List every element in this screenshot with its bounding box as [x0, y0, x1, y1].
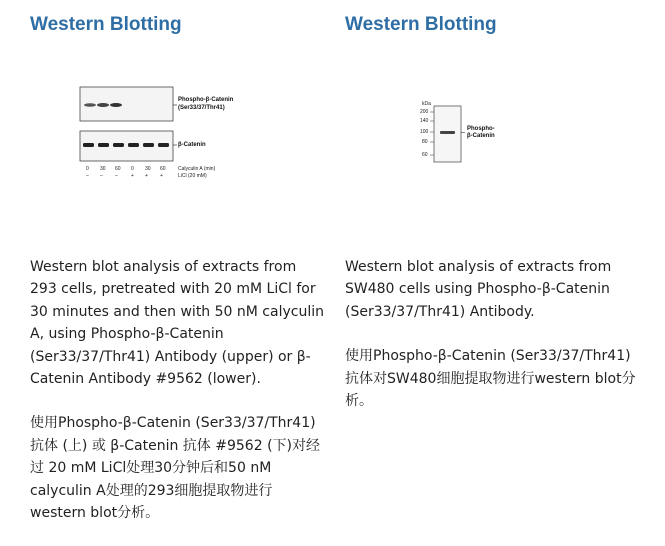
left-caption — [30, 256, 325, 546]
marker-label: 60 — [422, 152, 428, 158]
marker-label: 100 — [420, 129, 429, 135]
marker-label: 140 — [420, 118, 429, 124]
licl-value: – — [100, 173, 103, 179]
calyculin-value: 30 — [100, 166, 106, 172]
band-label-line1: Phospho- — [467, 126, 495, 132]
right-blot-graphic — [420, 100, 570, 168]
upper-blot-label-line2: (Ser33/37/Thr41) — [178, 105, 225, 111]
calyculin-value: 60 — [115, 166, 121, 172]
licl-value: + — [160, 173, 163, 179]
band-label-line2: β-Catenin — [467, 133, 495, 139]
lower-blot-label: β-Catenin — [178, 142, 206, 148]
calyculin-value: 30 — [145, 166, 151, 172]
licl-value: + — [131, 173, 134, 179]
licl-label: LiCl (20 mM) — [178, 173, 207, 179]
calyculin-value: 60 — [160, 166, 166, 172]
calyculin-label: Calyculin A (min) — [178, 166, 216, 172]
right-section-title: Western Blotting — [345, 14, 497, 35]
licl-value: – — [115, 173, 118, 179]
left-caption-chinese: 使用Phospho-β-Catenin (Ser33/37/Thr41) 抗体 (上) 或 β-Catenin 抗体 #9562 (下)对经过 20 mM LiCl处理30分钟后和50 nM calyculin A处理的293细胞提取物进行western blot分析。 — [30, 415, 320, 522]
left-section-title: Western Blotting — [30, 14, 182, 35]
right-western-blot-image — [420, 100, 570, 168]
left-western-blot-image — [78, 82, 308, 192]
right-caption-english: Western blot analysis of extracts from SW480 cells using Phospho-β-Catenin (Ser33/37/Thr41) Antibody. — [345, 259, 612, 320]
right-caption-chinese: 使用Phospho-β-Catenin (Ser33/37/Thr41)抗体对SW480细胞提取物进行western blot分析。 — [345, 348, 636, 410]
kda-unit-label: kDa — [422, 101, 431, 107]
left-caption-english: Western blot analysis of extracts from 293 cells, pretreated with 20 mM LiCl for 30 minutes and then with 50 nM calyculin A, using Phospho-β-Catenin (Ser33/37/Thr41) Antibody (upper) or β-Catenin Antibody #9562 (lower). — [30, 259, 324, 388]
calyculin-value: 0 — [86, 166, 89, 172]
right-caption — [345, 256, 640, 434]
marker-label: 200 — [420, 109, 429, 115]
licl-value: + — [145, 173, 148, 179]
calyculin-value: 0 — [131, 166, 134, 172]
marker-label: 80 — [422, 139, 428, 145]
upper-blot-label-line1: Phospho-β-Catenin — [178, 97, 234, 103]
licl-value: – — [86, 173, 89, 179]
